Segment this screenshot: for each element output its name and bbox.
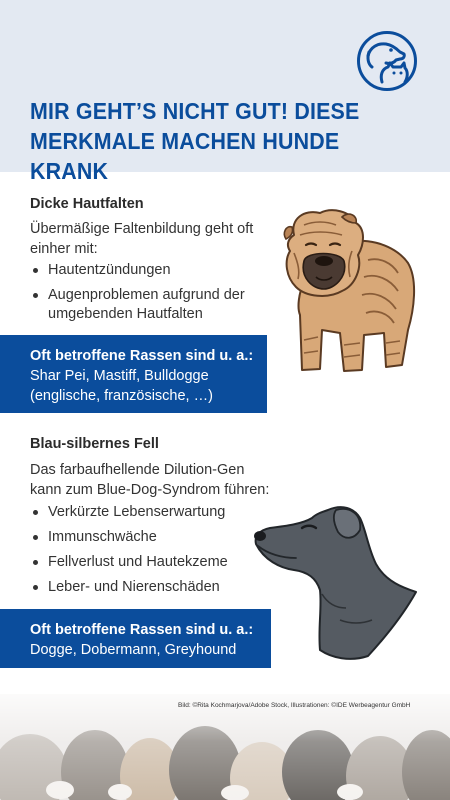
page-title — [30, 96, 402, 186]
list-item: Leber- und Nierenschäden — [30, 578, 265, 597]
photo-credit: Bild: ©Rita Kochmarjova/Adobe Stock, Illustrationen: ©IDE Werbeagentur GmbH — [178, 702, 411, 709]
list-item: Immunschwäche — [30, 528, 265, 547]
dog-cat-logo-icon — [356, 30, 418, 92]
list-item: Fellverlust und Hautekzeme — [30, 553, 265, 572]
info-box-title: Oft betroffene Rassen sind u. a.: — [30, 622, 254, 638]
section-title-skin-folds: Dicke Hautfalten — [30, 196, 144, 212]
section-title-blue-coat: Blau-silbernes Fell — [30, 436, 159, 452]
headline-line-2: MERKMALE MACHEN HUNDE KRANK — [30, 128, 340, 184]
section-intro-skin-folds: Übermäßige Faltenbildung geht oft einher mit: — [30, 221, 254, 257]
headline-line-1: MIR GEHT’S NICHT GUT! DIESE — [30, 98, 360, 124]
bullet-list-skin-folds — [30, 261, 265, 330]
bullet-list-blue-coat — [30, 503, 265, 603]
section-intro-blue-coat: Das farbaufhellende Dilution-Gen kann zum Blue-Dog-Syndrom führen: — [30, 462, 270, 498]
great-dane-dog-illustration — [250, 500, 430, 665]
list-item: Hautentzündungen — [30, 261, 265, 280]
info-box-text: Dogge, Dobermann, Greyhound — [30, 642, 237, 658]
list-item: Augenproblemen aufgrund der umgebenden Hautfalten — [30, 286, 265, 324]
dogs-group-photo-illustration — [0, 694, 450, 800]
info-box-breeds-skin-folds — [0, 335, 267, 413]
shar-pei-dog-illustration — [276, 205, 426, 380]
list-item: Verkürzte Lebenserwartung — [30, 503, 265, 522]
footer-dogs-photo — [0, 694, 450, 800]
info-box-title: Oft betroffene Rassen sind u. a.: — [30, 348, 254, 364]
header-banner — [0, 0, 450, 184]
info-box-text: Shar Pei, Mastiff, Bulldogge (englische, französische, …) — [30, 368, 213, 404]
info-box-breeds-blue-coat — [0, 609, 271, 668]
